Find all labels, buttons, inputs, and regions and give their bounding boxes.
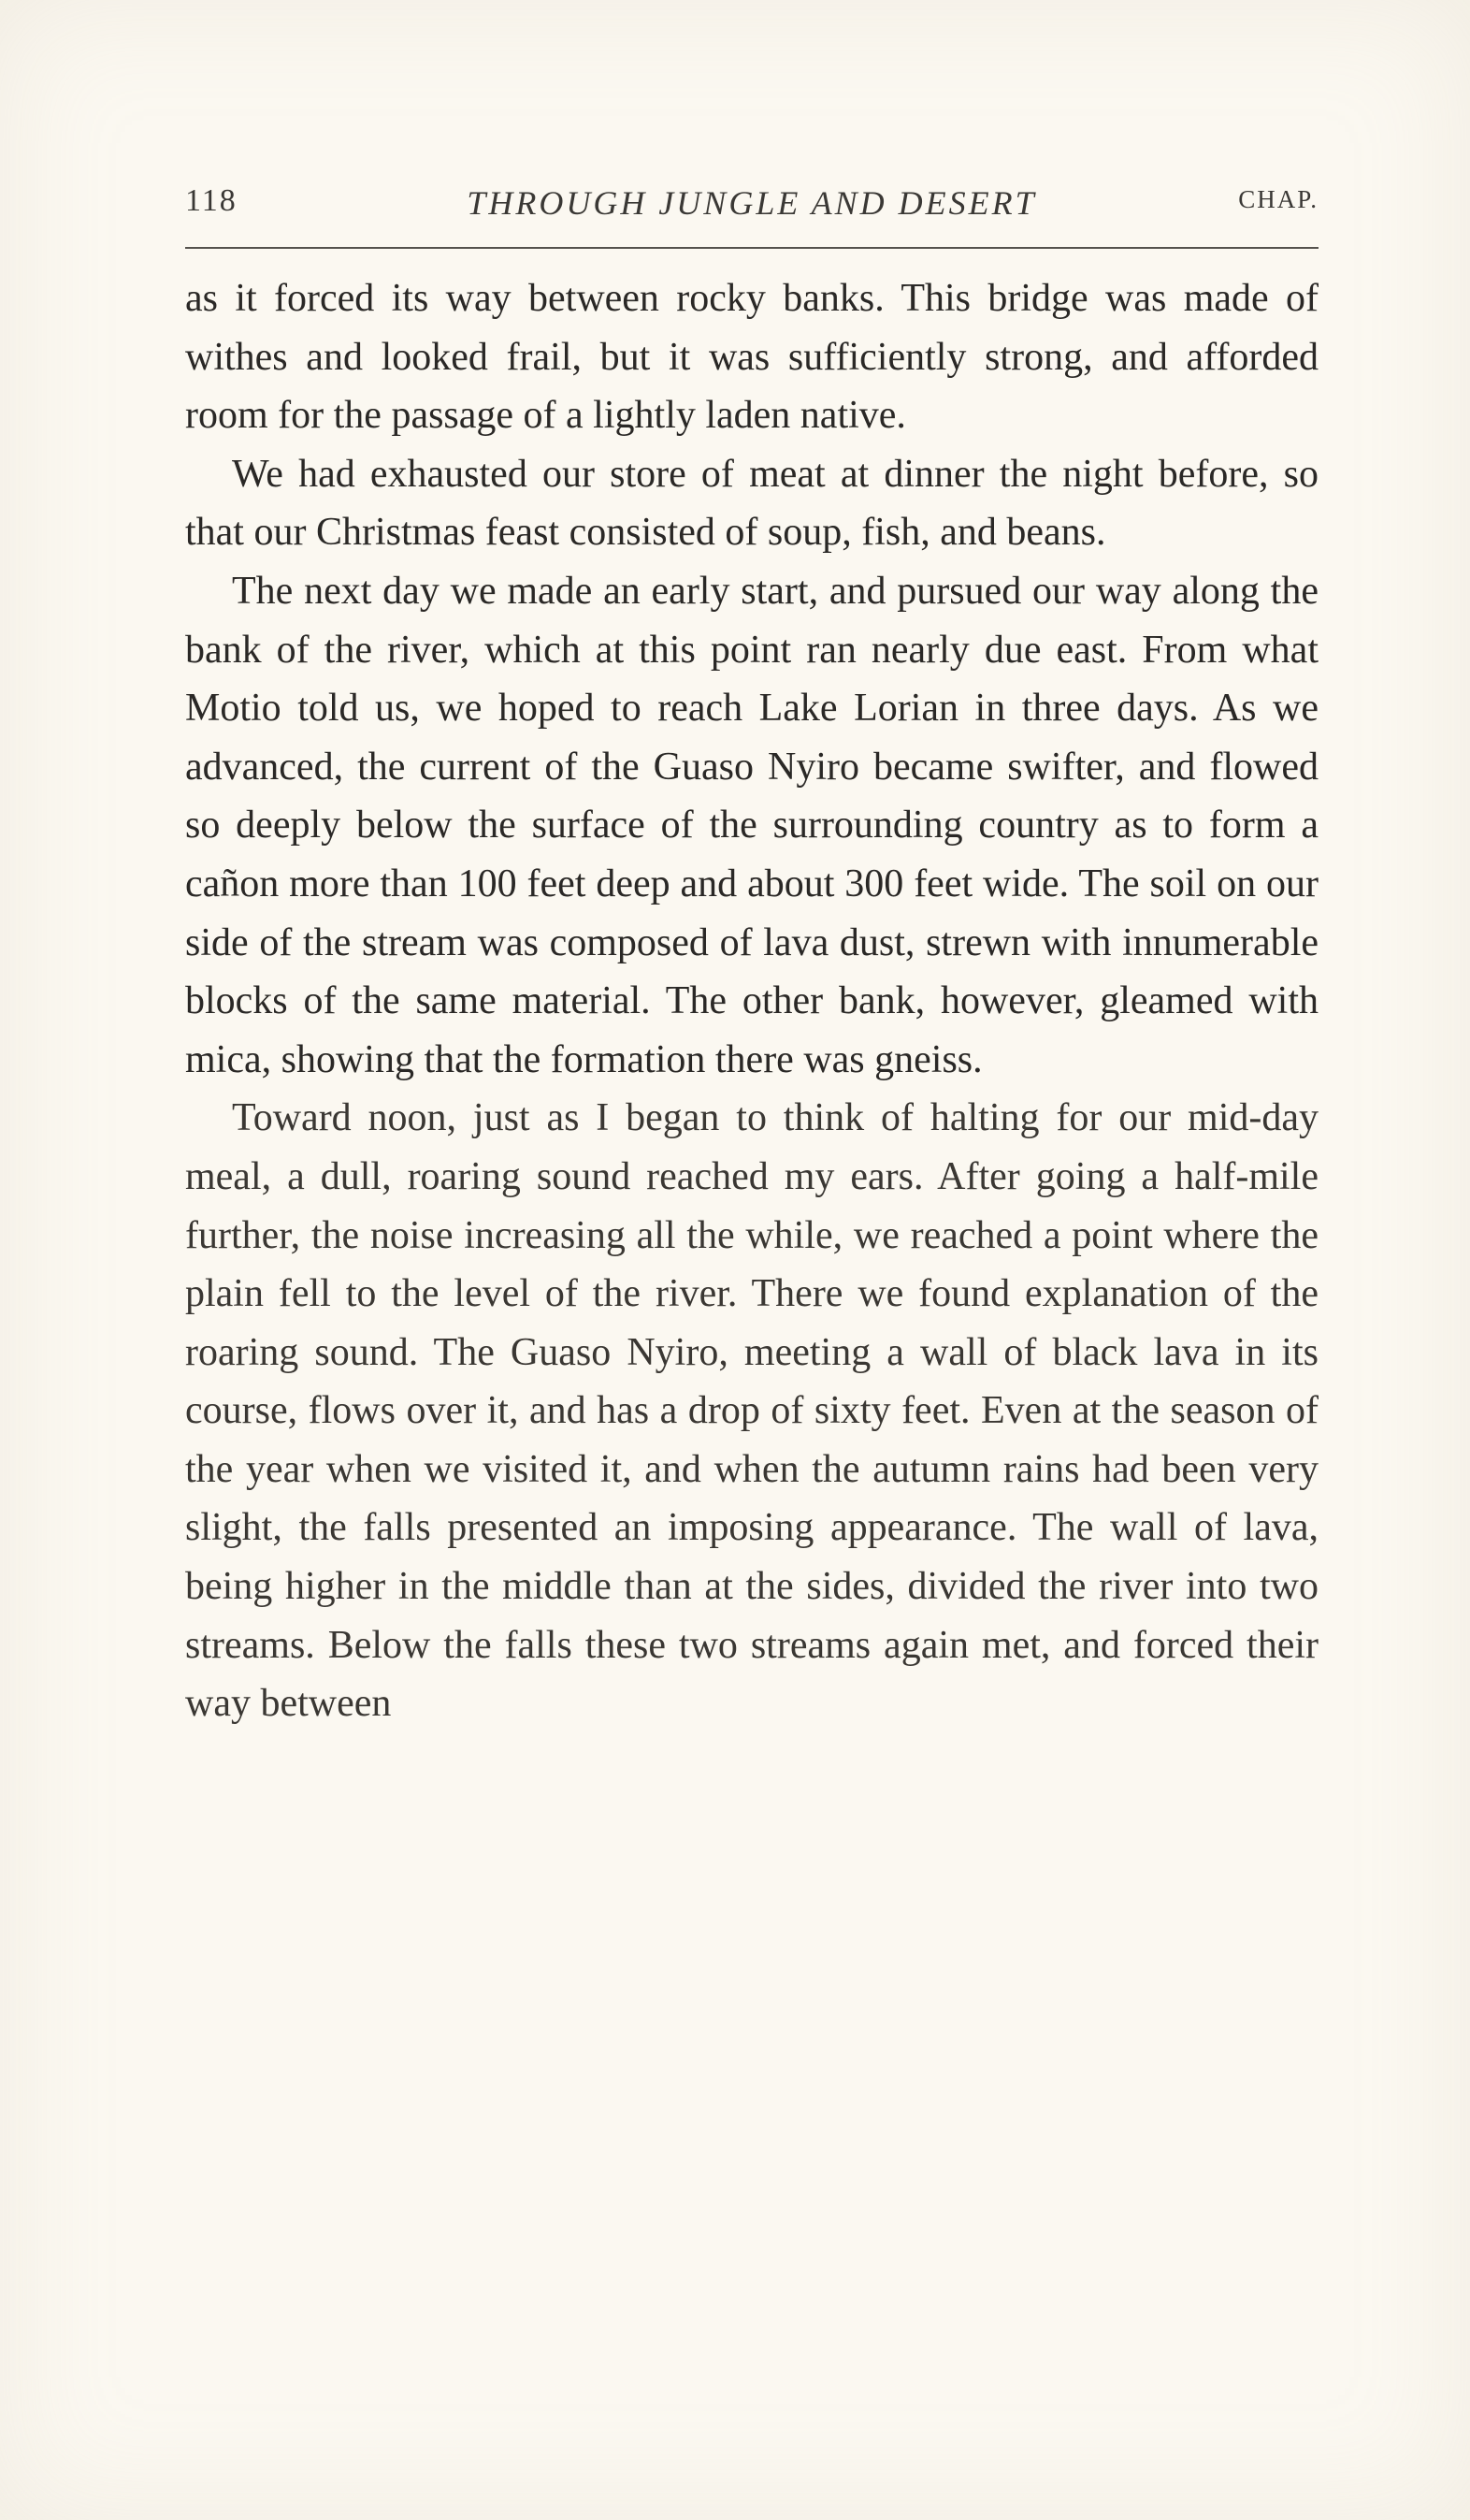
header-rule [185,247,1319,249]
paragraph: Toward noon, just as I began to think of halting for our mid-day meal, a dull, roaring sound reached my ears. After going a half-mile further, the noise increasing all the while, we reached a point where the plain fell to the level of the river. There we found explanation of the roaring sound. The Guaso Nyiro, meeting a wall of black lava in its course, flows over it, and has a drop of sixty feet. Even at the season of the year when we visited it, and when the autumn rains had been very slight, the falls presented an imposing appearance. The wall of lava, being higher in the middle than at the sides, divided the river into two streams. Below the falls these two streams again met, and forced their way between [185,1096,1319,1726]
paragraph-continuation: as it forced its way between rocky banks. This bridge was made of withes and looked frail, but it was sufficiently strong, and afforded room for the passage of a lightly laden native. [185,277,1319,438]
running-head [185,183,1319,230]
body-text [185,269,1319,1733]
chapter-label: CHAP. [1238,185,1319,213]
paragraph: The next day we made an early start, and pursued our way along the bank of the river, which at this point ran nearly due east. From what Motio told us, we hoped to reach Lake Lorian in three days. As we advanced, the current of the Guaso Nyiro became swifter, and flowed so deeply below the surface of the surrounding country as to form a cañon more than 100 feet deep and about 300 feet wide. The soil on our side of the stream was composed of lava dust, strewn with innumerable blocks of the same material. The other bank, however, gleamed with mica, showing that the formation there was gneiss. [185,569,1319,1081]
page-number: 118 [185,183,238,218]
running-title: THROUGH JUNGLE AND DESERT [467,184,1037,222]
paragraph: We had exhausted our store of meat at dinner the night before, so that our Christmas feast consisted of soup, fish, and beans. [185,452,1319,555]
